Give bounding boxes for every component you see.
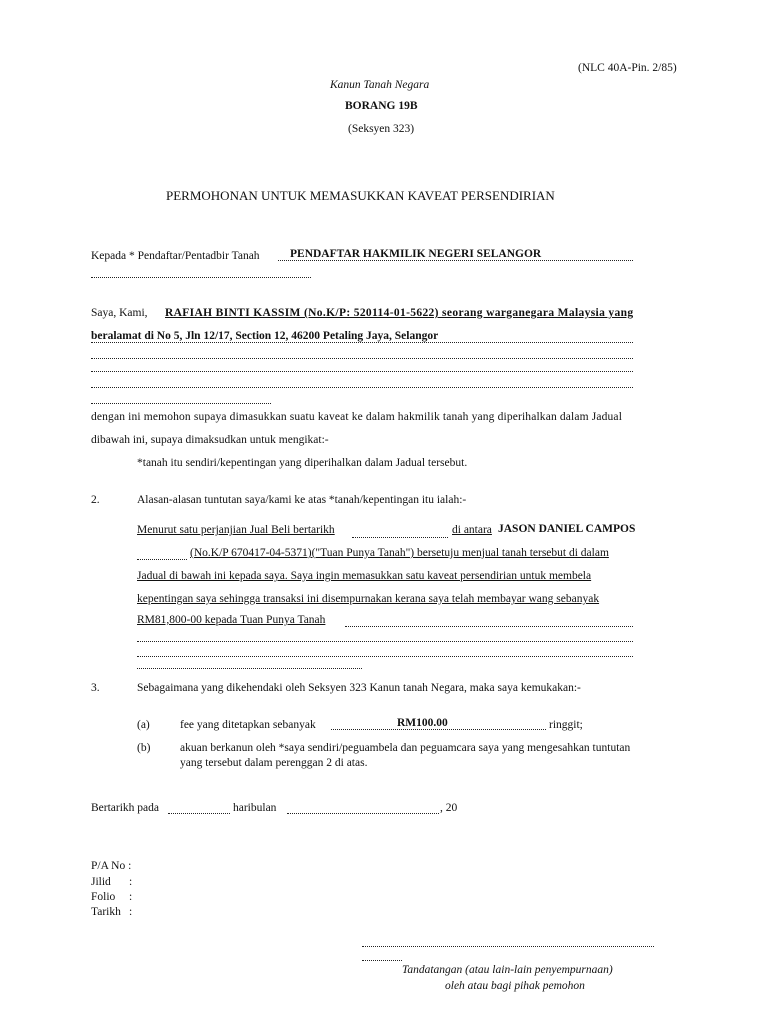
section-ref: (Seksyen 323)	[348, 123, 415, 135]
item-3b-label: (b)	[137, 742, 151, 754]
form-number: BORANG 19B	[345, 100, 418, 112]
dotted-line	[137, 656, 633, 657]
dotted-line	[137, 668, 362, 669]
dotted-line	[91, 403, 271, 404]
applicant-address: beralamat di No 5, Jln 12/17, Section 12, 46200 Petaling Jaya, Selangor	[91, 330, 633, 343]
month-field	[287, 813, 439, 814]
item-2-number: 2.	[91, 494, 100, 506]
item-2-line-2: (No.K/P 670417-04-5371)("Tuan Punya Tanah") bersetuju menjual tanah tersebut di dalam	[190, 547, 609, 559]
dotted-line	[362, 960, 402, 961]
item-3a-text: fee yang ditetapkan sebanyak	[180, 719, 316, 731]
fee-amount: RM100.00	[331, 717, 546, 730]
dotted-line	[345, 626, 633, 627]
colon: :	[129, 891, 133, 903]
act-name: Kanun Tanah Negara	[330, 79, 430, 91]
item-2-text: Alasan-alasan tuntutan saya/kami ke atas *tanah/kepentingan itu ialah:-	[137, 494, 467, 506]
jilid-label: Jilid	[91, 876, 111, 888]
signature-line	[362, 946, 654, 947]
item-3a-label: (a)	[137, 719, 150, 731]
day-field	[168, 813, 230, 814]
dotted-line	[91, 371, 633, 372]
dotted-line	[91, 387, 633, 388]
folio-label: Folio	[91, 891, 116, 903]
request-line-2: dibawah ini, supaya dimaksudkan untuk mengikat:-	[91, 434, 329, 446]
addressee-value: PENDAFTAR HAKMILIK NEGERI SELANGOR	[278, 248, 633, 261]
colon: :	[129, 876, 133, 888]
item-3b-line-1: akuan berkanun oleh *saya sendiri/peguambela dan peguamcara saya yang mengesahkan tuntutan	[180, 742, 631, 754]
pa-number-label: P/A No :	[91, 860, 132, 872]
addressee-label: Kepada * Pendaftar/Pentadbir Tanah	[91, 250, 260, 262]
vendor-name: JASON DANIEL CAMPOS	[498, 523, 636, 535]
applicant-prefix: Saya, Kami,	[91, 307, 148, 319]
dated-mid: haribulan	[233, 802, 277, 814]
form-code: (NLC 40A-Pin. 2/85)	[578, 62, 677, 74]
item-2-line-1a: Menurut satu perjanjian Jual Beli bertarikh	[137, 524, 335, 536]
item-3a-suffix: ringgit;	[549, 719, 583, 731]
item-3-text: Sebagaimana yang dikehendaki oleh Seksyen 323 Kanun tanah Negara, maka saya kemukakan:-	[137, 682, 581, 694]
dotted-line	[91, 358, 633, 359]
dated-end: , 20	[440, 802, 458, 814]
request-line-1: dengan ini memohon supaya dimasukkan suatu kaveat ke dalam hakmilik tanah yang diperihalkan dalam Jadual	[91, 411, 623, 423]
dotted-line	[352, 537, 448, 538]
tarikh-label: Tarikh	[91, 906, 121, 918]
dated-label: Bertarikh pada	[91, 802, 160, 814]
signature-caption-2: oleh atau bagi pihak pemohon	[445, 980, 585, 992]
applicant-line-1: RAFIAH BINTI KASSIM (No.K/P: 520114-01-5622) seorang warganegara Malaysia yang	[165, 307, 634, 319]
item-2-line-4: kepentingan saya sehingga transaksi ini disempurnakan kerana saya telah membayar wang sebanyak	[137, 593, 600, 605]
item-2-line-3: Jadual di bawah ini kepada saya. Saya ingin memasukkan satu kaveat persendirian untuk membela	[137, 570, 592, 582]
signature-caption-1: Tandatangan (atau lain-lain penyempurnaan)	[402, 964, 613, 976]
page-title: PERMOHONAN UNTUK MEMASUKKAN KAVEAT PERSENDIRIAN	[166, 188, 555, 203]
item-2-line-1b: di antara	[452, 524, 492, 536]
item-3-number: 3.	[91, 682, 100, 694]
request-line-3: *tanah itu sendiri/kepentingan yang diperihalkan dalam Jadual tersebut.	[137, 457, 468, 469]
dotted-line	[137, 641, 633, 642]
item-2-line-5: RM81,800-00 kepada Tuan Punya Tanah	[137, 614, 326, 626]
colon: :	[129, 906, 133, 918]
item-3b-line-2: yang tersebut dalam perenggan 2 di atas.	[180, 757, 368, 769]
dotted-line	[137, 559, 187, 560]
dotted-line	[91, 277, 311, 278]
